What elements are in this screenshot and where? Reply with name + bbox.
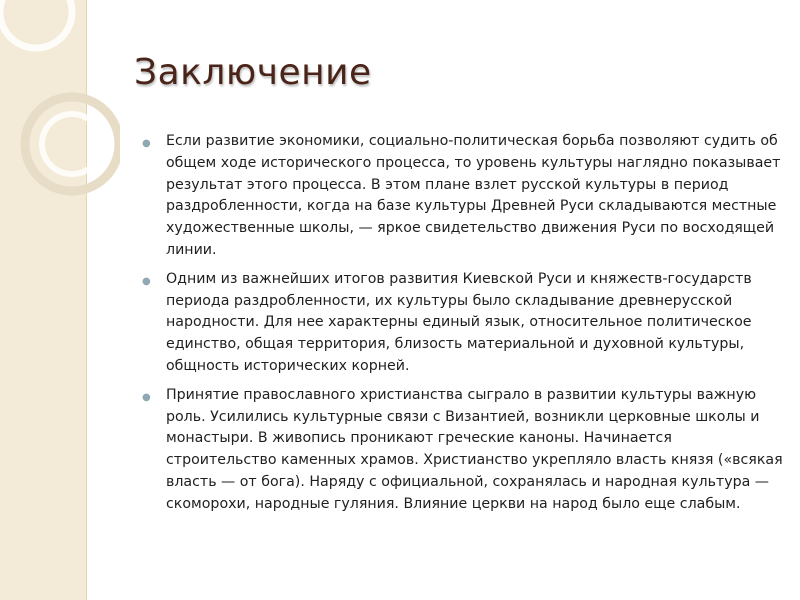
- bullet-icon: ●: [142, 391, 151, 403]
- bullet-list: [140, 131, 785, 523]
- decorative-circles: [0, 0, 120, 220]
- decorative-circle-inner: [42, 114, 102, 174]
- bullet-icon: ●: [142, 138, 151, 149]
- decorative-circle-top: [0, 0, 72, 48]
- bullet-item: [140, 269, 785, 378]
- bullet-text: Если развитие экономики, социально-политическая борьба позволяют судить об общем ходе исторического процесса, то уровень культуры наглядно показывает результат этого процесса. В этом плане взлет русской культуры в период раздробленности, когда на базе культуры Древней Руси складываются местные художественные школы, — яркое свидетельство движения Руси по восходящей линии.: [166, 133, 781, 258]
- bullet-item: [140, 131, 785, 262]
- bullet-text: Одним из важнейших итогов развития Киевской Руси и княжеств-государств периода раздробленности, их культуры было складывание древнерусской народности. Для нее характерны единый язык, относительное политическое единство, общая территория, близость материальной и духовной культуры, общность исторических корней.: [166, 270, 752, 374]
- slide-title: Заключение: [134, 52, 372, 93]
- bullet-icon: ●: [142, 275, 151, 287]
- decorative-side-panel: [0, 0, 87, 600]
- bullet-item: [140, 385, 785, 516]
- bullet-text: Принятие православного христианства сыграло в развитии культуры важную роль. Усилились культурные связи с Византией, возникли церковные школы и монастыри. В живопись проникают греческие каноны. Начинается строительство каменных храмов. Христианство укрепляло власть князя («всякая власть — от бога). Наряду с официальной, сохранялась и народная культура — скоморохи, народные гуляния. Влияние церкви на народ было еще слабым.: [166, 386, 783, 512]
